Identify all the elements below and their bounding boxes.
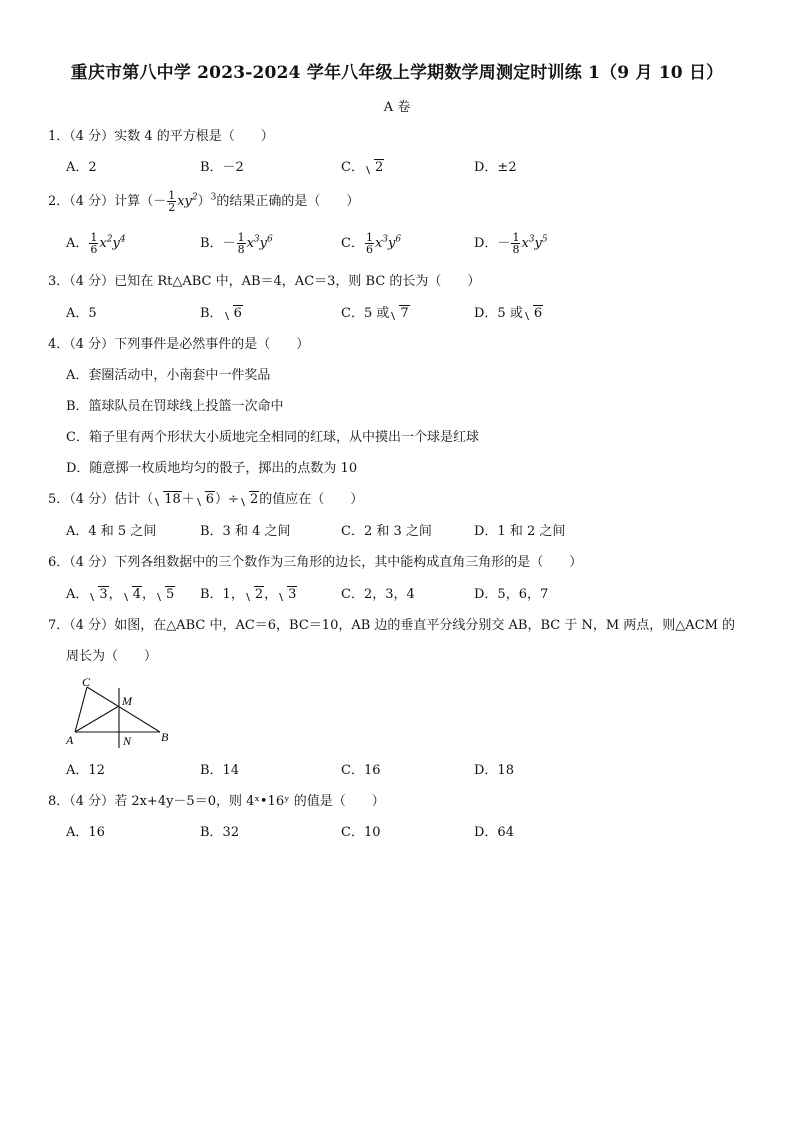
fraction: $\frac{1}{8}$ — [237, 231, 245, 256]
q1-option-c[interactable]: C． 2 — [341, 160, 384, 175]
q1-option-a[interactable]: A．2 — [66, 160, 97, 175]
fraction: $\frac{1}{6}$ — [365, 231, 373, 256]
label-m: M — [122, 694, 132, 708]
q8-option-b[interactable]: B．32 — [200, 825, 240, 840]
q2-option-a[interactable]: A． $\frac{1}{6}$ $x^2y^4$ — [66, 231, 126, 256]
q3-option-d[interactable]: D．5 或 6 — [474, 306, 543, 321]
q6-option-c[interactable]: C．2，3，4 — [341, 587, 415, 602]
question-2: 2．（4 分）计算（－ $\frac{1}{2}$ $xy^2)^3$的结果正确的是（ ） — [48, 189, 360, 214]
question-3: 3．（4 分）已知在 Rt△ABC 中，AB＝4，AC＝3，则 BC 的长为（ ） — [48, 274, 481, 289]
q3-option-b[interactable]: B． 6 — [200, 306, 242, 321]
q4-option-c[interactable]: C．箱子里有两个形状大小质地完全相同的红球，从中摸出一个球是红球 — [66, 430, 479, 445]
q8-option-a[interactable]: A．16 — [66, 825, 105, 840]
question-5: 5．（4 分）估计（ 18＋ 6）÷ 2的值应在（ ） — [48, 492, 364, 507]
sqrt-symbol: 6 — [524, 305, 543, 323]
sqrt-symbol: 6 — [224, 305, 243, 323]
fraction: $\frac{1}{2}$ — [168, 189, 176, 214]
sqrt-symbol: 2 — [240, 491, 259, 509]
sqrt-symbol: 2 — [245, 586, 264, 604]
sqrt-symbol: 18 — [154, 491, 182, 509]
label-b: B — [161, 730, 169, 744]
q4-option-a[interactable]: A．套圈活动中，小南套中一件奖品 — [66, 368, 271, 383]
q1-option-d[interactable]: D．±2 — [474, 160, 517, 175]
q5-option-a[interactable]: A．4 和 5 之间 — [66, 524, 157, 539]
triangle-figure — [64, 674, 174, 750]
side-ca — [75, 687, 87, 732]
q5-option-c[interactable]: C．2 和 3 之间 — [341, 524, 432, 539]
sqrt-symbol: 7 — [390, 305, 409, 323]
q2-option-c[interactable]: C． $\frac{1}{6}$ $x^3y^6$ — [341, 231, 402, 256]
fraction: $\frac{1}{8}$ — [512, 231, 520, 256]
q4-option-d[interactable]: D．随意掷一枚质地均匀的骰子，掷出的点数为 10 — [66, 461, 358, 476]
q5-option-d[interactable]: D．1 和 2 之间 — [474, 524, 566, 539]
q7-option-c[interactable]: C．16 — [341, 763, 381, 778]
q8-option-d[interactable]: D．64 — [474, 825, 514, 840]
sqrt-symbol: 5 — [156, 586, 175, 604]
question-7-continued: 周长为（ ） — [66, 649, 158, 664]
question-1: 1．（4 分）实数 4 的平方根是（ ） — [48, 129, 274, 144]
q6-option-d[interactable]: D．5，6，7 — [474, 587, 549, 602]
segment-am — [75, 706, 119, 732]
page-title: 重庆市第八中学 2023-2024 学年八年级上学期数学周测定时训练 1（9 月 10 日） — [70, 63, 724, 83]
q6-option-a[interactable]: A． 3， 4， 5 — [66, 587, 175, 602]
section-label: A 卷 — [383, 100, 411, 115]
q7-option-a[interactable]: A．12 — [66, 763, 105, 778]
q8-option-c[interactable]: C．10 — [341, 825, 381, 840]
question-4: 4．（4 分）下列事件是必然事件的是（ ） — [48, 337, 310, 352]
sqrt-symbol: 3 — [89, 586, 108, 604]
q1-option-b[interactable]: B．－2 — [200, 160, 244, 175]
question-7: 7．（4 分）如图，在△ABC 中，AC＝6，BC＝10，AB 边的垂直平分线分别交 AB，BC 于 N，M 两点，则△ACM 的 — [48, 618, 736, 633]
q2-option-b[interactable]: B．－ $\frac{1}{8}$ $x^3y^6$ — [200, 231, 273, 256]
q5-option-b[interactable]: B．3 和 4 之间 — [200, 524, 291, 539]
question-8: 8．（4 分）若 2x+4y－5＝0，则 4ˣ•16ʸ 的值是（ ） — [48, 794, 385, 809]
fraction: $\frac{1}{6}$ — [90, 231, 98, 256]
q3-option-a[interactable]: A．5 — [66, 306, 97, 321]
sqrt-symbol: 6 — [196, 491, 215, 509]
q6-option-b[interactable]: B．1， 2， 3 — [200, 587, 297, 602]
question-6: 6．（4 分）下列各组数据中的三个数作为三角形的边长，其中能构成直角三角形的是（ ） — [48, 555, 583, 570]
sqrt-symbol: 2 — [365, 159, 384, 177]
label-n: N — [123, 734, 132, 748]
q4-option-b[interactable]: B．篮球队员在罚球线上投篮一次命中 — [66, 399, 284, 414]
q2-option-d[interactable]: D．－ $\frac{1}{8}$ $x^3y^5$ — [474, 231, 548, 256]
sqrt-symbol: 3 — [278, 586, 297, 604]
q7-option-b[interactable]: B．14 — [200, 763, 240, 778]
label-c: C — [82, 675, 91, 689]
sqrt-symbol: 4 — [123, 586, 142, 604]
q7-option-d[interactable]: D．18 — [474, 763, 514, 778]
q3-option-c[interactable]: C．5 或 7 — [341, 306, 409, 321]
label-a: A — [66, 733, 74, 747]
